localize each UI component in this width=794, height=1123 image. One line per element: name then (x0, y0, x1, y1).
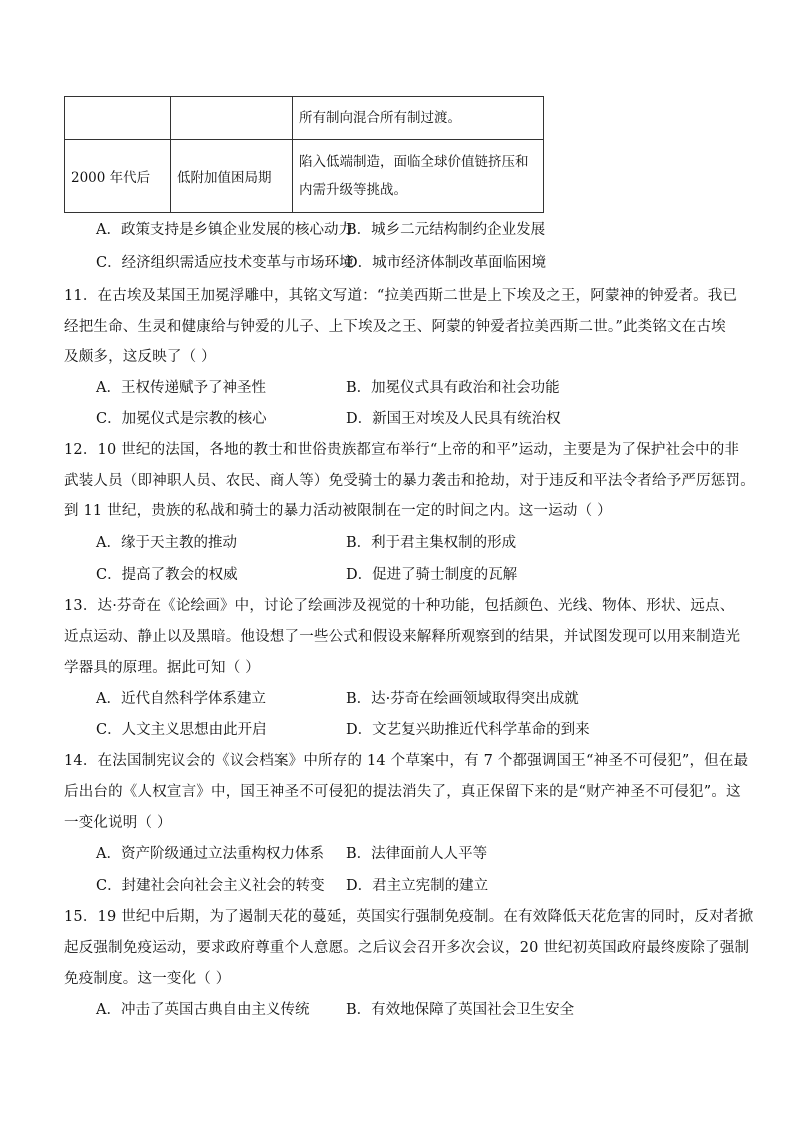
table-cell: 低附加值困局期 (171, 140, 293, 213)
table-row (65, 140, 544, 213)
q12-stem-line: 武装人员（即神职人员、农民、商人等）免受骑士的暴力袭击和抢劫，对于违反和平法令者给予严厉惩罚。 (64, 473, 755, 489)
q14-option-d: D．君主立宪制的建立 (346, 878, 489, 894)
q11-option-c: C．加冕仪式是宗教的核心 (96, 411, 267, 427)
table-cell: 2000 年代后 (65, 140, 171, 213)
q12-stem-line: 12．10 世纪的法国，各地的教士和世俗贵族都宣布举行“上帝的和平”运动，主要是为了保护社会中的非 (64, 442, 740, 458)
q11-option-a: A．王权传递赋予了神圣性 (96, 380, 266, 396)
q13-stem-line: 13．达·芬奇在《论绘画》中，讨论了绘画涉及视觉的十种功能，包括颜色、光线、物体、形状、远点、 (64, 598, 735, 614)
q14-stem-line: 后出台的《人权宣言》中，国王神圣不可侵犯的提法消失了，真正保留下来的是“财产神圣不可侵犯”。这 (64, 784, 741, 800)
table-cell: 所有制向混合所有制过渡。 (293, 97, 544, 140)
q12-option-d: D．促进了骑士制度的瓦解 (346, 567, 518, 583)
q15-stem-line: 15．19 世纪中后期，为了遏制天花的蔓延，英国实行强制免疫制。在有效降低天花危害的同时，反对者掀 (64, 909, 754, 925)
table-cell (171, 97, 293, 140)
q12-stem-line: 到 11 世纪，贵族的私战和骑士的暴力活动被限制在一定的时间之内。这一运动（ ） (64, 503, 612, 519)
q13-stem-line: 学器具的原理。据此可知（ ） (64, 660, 260, 676)
q12-option-b: B．利于君主集权制的形成 (346, 535, 517, 551)
q14-option-a: A．资产阶级通过立法重构权力体系 (96, 846, 324, 862)
table-cell (293, 140, 544, 213)
q14-option-c: C．封建社会向社会主义社会的转变 (96, 878, 325, 894)
table-cell-line: 陷入低端制造，面临全球价值链挤压和 (299, 154, 529, 170)
q12-option-c: C．提高了教会的权威 (96, 567, 238, 583)
q11-stem-line: 及颇多，这反映了（ ） (64, 349, 216, 365)
q13-option-c: C．人文主义思想由此开启 (96, 722, 267, 738)
q14-stem-line: 一变化说明（ ） (64, 815, 172, 831)
q15-option-b: B．有效地保障了英国社会卫生安全 (346, 1002, 575, 1018)
q15-option-a: A．冲击了英国古典自由主义传统 (96, 1002, 310, 1018)
q13-option-b: B．达·芬奇在绘画领域取得突出成就 (346, 691, 579, 707)
table-cell-line: 内需升级等挑战。 (299, 182, 407, 198)
q13-option-d: D．文艺复兴助推近代科学革命的到来 (346, 722, 590, 738)
q15-stem-line: 起反强制免疫运动，要求政府尊重个人意愿。之后议会召开多次会议，20 世纪初英国政府最终废除了强制 (64, 940, 750, 956)
q15-stem-line: 免疫制度。这一变化（ ） (64, 971, 231, 987)
q11-stem-line: 经把生命、生灵和健康给与钟爱的儿子、上下埃及之王、阿蒙的钟爱者拉美西斯二世。”此类铭文在古埃 (64, 319, 726, 335)
q10-option-b: B．城乡二元结构制约企业发展 (346, 222, 546, 238)
q11-option-b: B．加冕仪式具有政治和社会功能 (346, 380, 560, 396)
q10-option-a: A．政策支持是乡镇企业发展的核心动力 (96, 222, 353, 238)
table-row (65, 97, 544, 140)
q11-stem-line: 11．在古埃及某国王加冕浮雕中，其铭文写道：“拉美西斯二世是上下埃及之王，阿蒙神的钟爱者。我已 (64, 288, 738, 304)
q13-option-a: A．近代自然科学体系建立 (96, 691, 266, 707)
q11-option-d: D．新国王对埃及人民具有统治权 (346, 411, 561, 427)
continued-table (64, 96, 544, 213)
q14-stem-line: 14．在法国制宪议会的《议会档案》中所存的 14 个草案中，有 7 个都强调国王“神圣不可侵犯”，但在最 (64, 753, 749, 769)
q13-stem-line: 近点运动、静止以及黑暗。他设想了一些公式和假设来解释所观察到的结果，并试图发现可以用来制造光 (64, 629, 741, 645)
table-cell (65, 97, 171, 140)
q14-option-b: B．法律面前人人平等 (346, 846, 488, 862)
q12-option-a: A．缘于天主教的推动 (96, 535, 237, 551)
q10-option-d: D．城市经济体制改革面临困境 (346, 255, 547, 271)
q10-option-c: C．经济组织需适应技术变革与市场环境 (96, 255, 354, 271)
